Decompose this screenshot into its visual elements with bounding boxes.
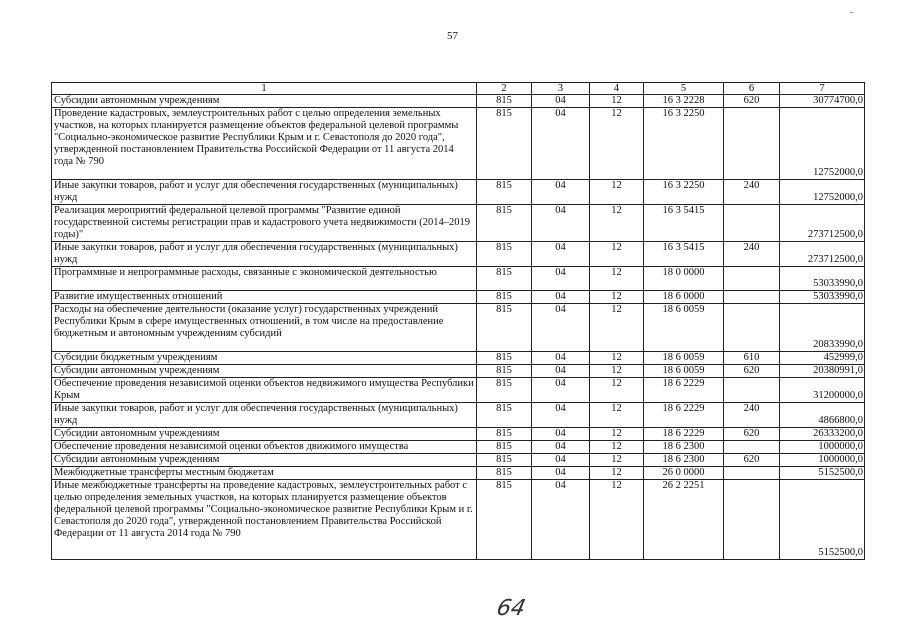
code-cell-4: 12 (590, 378, 644, 403)
code-cell-6 (724, 205, 780, 242)
code-cell-6 (724, 467, 780, 480)
table-row (52, 180, 865, 205)
code-cell-6: 240 (724, 403, 780, 428)
code-cell-4: 12 (590, 95, 644, 108)
code-cell-3: 04 (532, 242, 590, 267)
header-cell: 1 (52, 83, 477, 95)
table-row (52, 378, 865, 403)
code-cell-5: 16 3 5415 (644, 242, 724, 267)
item-name-cell: Иные межбюджетные трансферты на проведение кадастровых, землеустроительных работ с целью определения земельных участков, на которых планируется размещение объектов федеральной целевой программы "Социально-экономическое развитие Республики Крым и г. Севастополя до 2020 года", утвержденной постановлением Правительства Российской Федерации от 11 августа 2014 года № 790 (52, 480, 477, 560)
table-row (52, 480, 865, 560)
code-cell-4: 12 (590, 428, 644, 441)
code-cell-3: 04 (532, 480, 590, 560)
code-cell-2: 815 (477, 428, 532, 441)
item-name-cell: Субсидии автономным учреждениям (52, 454, 477, 467)
header-cell: 2 (477, 83, 532, 95)
code-cell-5: 18 6 2229 (644, 403, 724, 428)
code-cell-2: 815 (477, 352, 532, 365)
amount-cell: 53033990,0 (780, 291, 865, 304)
code-cell-4: 12 (590, 267, 644, 291)
amount-cell: 12752000,0 (780, 108, 865, 180)
code-cell-4: 12 (590, 205, 644, 242)
code-cell-4: 12 (590, 242, 644, 267)
code-cell-3: 04 (532, 180, 590, 205)
header-cell: 5 (644, 83, 724, 95)
table-row (52, 403, 865, 428)
code-cell-2: 815 (477, 365, 532, 378)
code-cell-3: 04 (532, 304, 590, 352)
code-cell-6: 620 (724, 95, 780, 108)
amount-cell: 5152500,0 (780, 467, 865, 480)
code-cell-3: 04 (532, 365, 590, 378)
code-cell-2: 815 (477, 480, 532, 560)
code-cell-2: 815 (477, 95, 532, 108)
code-cell-3: 04 (532, 108, 590, 180)
code-cell-5: 18 6 2229 (644, 378, 724, 403)
code-cell-4: 12 (590, 454, 644, 467)
code-cell-6 (724, 480, 780, 560)
table-row (52, 454, 865, 467)
code-cell-6: 240 (724, 180, 780, 205)
code-cell-6 (724, 291, 780, 304)
code-cell-6 (724, 441, 780, 454)
item-name-cell: Иные закупки товаров, работ и услуг для обеспечения государственных (муниципальных) нужд (52, 180, 477, 205)
code-cell-6 (724, 304, 780, 352)
amount-cell: 31200000,0 (780, 378, 865, 403)
code-cell-4: 12 (590, 467, 644, 480)
code-cell-5: 18 6 0059 (644, 365, 724, 378)
page-number: 57 (447, 30, 458, 42)
code-cell-5: 18 0 0000 (644, 267, 724, 291)
code-cell-5: 18 6 0000 (644, 291, 724, 304)
code-cell-3: 04 (532, 95, 590, 108)
code-cell-4: 12 (590, 480, 644, 560)
amount-cell: 20380991,0 (780, 365, 865, 378)
amount-cell: 26333200,0 (780, 428, 865, 441)
code-cell-2: 815 (477, 441, 532, 454)
amount-cell: 30774700,0 (780, 95, 865, 108)
code-cell-5: 18 6 2229 (644, 428, 724, 441)
item-name-cell: Иные закупки товаров, работ и услуг для обеспечения государственных (муниципальных) нужд (52, 242, 477, 267)
code-cell-6 (724, 267, 780, 291)
table-row (52, 242, 865, 267)
code-cell-5: 18 6 2300 (644, 441, 724, 454)
code-cell-2: 815 (477, 454, 532, 467)
amount-cell: 273712500,0 (780, 205, 865, 242)
table-row (52, 304, 865, 352)
item-name-cell: Субсидии автономным учреждениям (52, 95, 477, 108)
column-number-row (52, 83, 865, 95)
code-cell-6: 610 (724, 352, 780, 365)
code-cell-3: 04 (532, 403, 590, 428)
code-cell-5: 26 0 0000 (644, 467, 724, 480)
table-row (52, 108, 865, 180)
code-cell-2: 815 (477, 291, 532, 304)
code-cell-3: 04 (532, 291, 590, 304)
code-cell-4: 12 (590, 108, 644, 180)
code-cell-3: 04 (532, 441, 590, 454)
code-cell-5: 16 3 2250 (644, 108, 724, 180)
item-name-cell: Реализация мероприятий федеральной целевой программы "Развитие единой государственной системы регистрации прав и кадастрового учета недвижимости (2014–2019 годы)" (52, 205, 477, 242)
item-name-cell: Программные и непрограммные расходы, связанные с экономической деятельностью (52, 267, 477, 291)
item-name-cell: Обеспечение проведения независимой оценки объектов движимого имущества (52, 441, 477, 454)
code-cell-2: 815 (477, 205, 532, 242)
item-name-cell: Субсидии бюджетным учреждениям (52, 352, 477, 365)
code-cell-5: 26 2 2251 (644, 480, 724, 560)
code-cell-3: 04 (532, 428, 590, 441)
code-cell-5: 18 6 0059 (644, 304, 724, 352)
item-name-cell: Проведение кадастровых, землеустроительных работ с целью определения земельных участков, на которых планируется размещение объектов федеральной целевой программы "Социально-экономическое развитие Республики Крым и г. Севастополя до 2020 года", утвержденной постановлением Правительства Российской Федерации от 11 августа 2014 года № 790 (52, 108, 477, 180)
code-cell-3: 04 (532, 454, 590, 467)
code-cell-4: 12 (590, 441, 644, 454)
table-row (52, 267, 865, 291)
code-cell-3: 04 (532, 352, 590, 365)
amount-cell: 20833990,0 (780, 304, 865, 352)
code-cell-3: 04 (532, 205, 590, 242)
amount-cell: 4866800,0 (780, 403, 865, 428)
item-name-cell: Развитие имущественных отношений (52, 291, 477, 304)
item-name-cell: Субсидии автономным учреждениям (52, 428, 477, 441)
code-cell-6: 620 (724, 365, 780, 378)
amount-cell: 12752000,0 (780, 180, 865, 205)
code-cell-5: 16 3 5415 (644, 205, 724, 242)
table-row (52, 428, 865, 441)
amount-cell: 452999,0 (780, 352, 865, 365)
code-cell-3: 04 (532, 378, 590, 403)
table-row (52, 365, 865, 378)
code-cell-4: 12 (590, 352, 644, 365)
code-cell-6: 620 (724, 428, 780, 441)
item-name-cell: Межбюджетные трансферты местным бюджетам (52, 467, 477, 480)
table-row (52, 95, 865, 108)
table-row (52, 291, 865, 304)
header-cell: 3 (532, 83, 590, 95)
code-cell-2: 815 (477, 180, 532, 205)
code-cell-4: 12 (590, 403, 644, 428)
amount-cell: 1000000,0 (780, 441, 865, 454)
handwritten-sheet-number: 64 (494, 596, 528, 621)
table-row (52, 352, 865, 365)
code-cell-2: 815 (477, 378, 532, 403)
amount-cell: 1000000,0 (780, 454, 865, 467)
code-cell-6 (724, 378, 780, 403)
table-row (52, 441, 865, 454)
code-cell-6: 620 (724, 454, 780, 467)
code-cell-2: 815 (477, 108, 532, 180)
code-cell-5: 18 6 0059 (644, 352, 724, 365)
code-cell-6: 240 (724, 242, 780, 267)
item-name-cell: Субсидии автономным учреждениям (52, 365, 477, 378)
code-cell-5: 16 3 2250 (644, 180, 724, 205)
code-cell-4: 12 (590, 180, 644, 205)
header-cell: 6 (724, 83, 780, 95)
code-cell-2: 815 (477, 242, 532, 267)
table-row (52, 467, 865, 480)
code-cell-2: 815 (477, 467, 532, 480)
code-cell-2: 815 (477, 403, 532, 428)
amount-cell: 5152500,0 (780, 480, 865, 560)
header-cell: 7 (780, 83, 865, 95)
code-cell-3: 04 (532, 267, 590, 291)
header-cell: 4 (590, 83, 644, 95)
budget-table (51, 82, 865, 560)
code-cell-2: 815 (477, 304, 532, 352)
scan-speck (850, 12, 853, 13)
item-name-cell: Обеспечение проведения независимой оценки объектов недвижимого имущества Республики Крым (52, 378, 477, 403)
code-cell-2: 815 (477, 267, 532, 291)
code-cell-3: 04 (532, 467, 590, 480)
code-cell-4: 12 (590, 291, 644, 304)
code-cell-5: 16 3 2228 (644, 95, 724, 108)
amount-cell: 273712500,0 (780, 242, 865, 267)
code-cell-4: 12 (590, 304, 644, 352)
item-name-cell: Иные закупки товаров, работ и услуг для обеспечения государственных (муниципальных) нужд (52, 403, 477, 428)
code-cell-4: 12 (590, 365, 644, 378)
item-name-cell: Расходы на обеспечение деятельности (оказание услуг) государственных учреждений Республики Крым в сфере имущественных отношений, в том числе на предоставление бюджетным и автономным учреждениям субсидий (52, 304, 477, 352)
table-row (52, 205, 865, 242)
code-cell-5: 18 6 2300 (644, 454, 724, 467)
code-cell-6 (724, 108, 780, 180)
amount-cell: 53033990,0 (780, 267, 865, 291)
